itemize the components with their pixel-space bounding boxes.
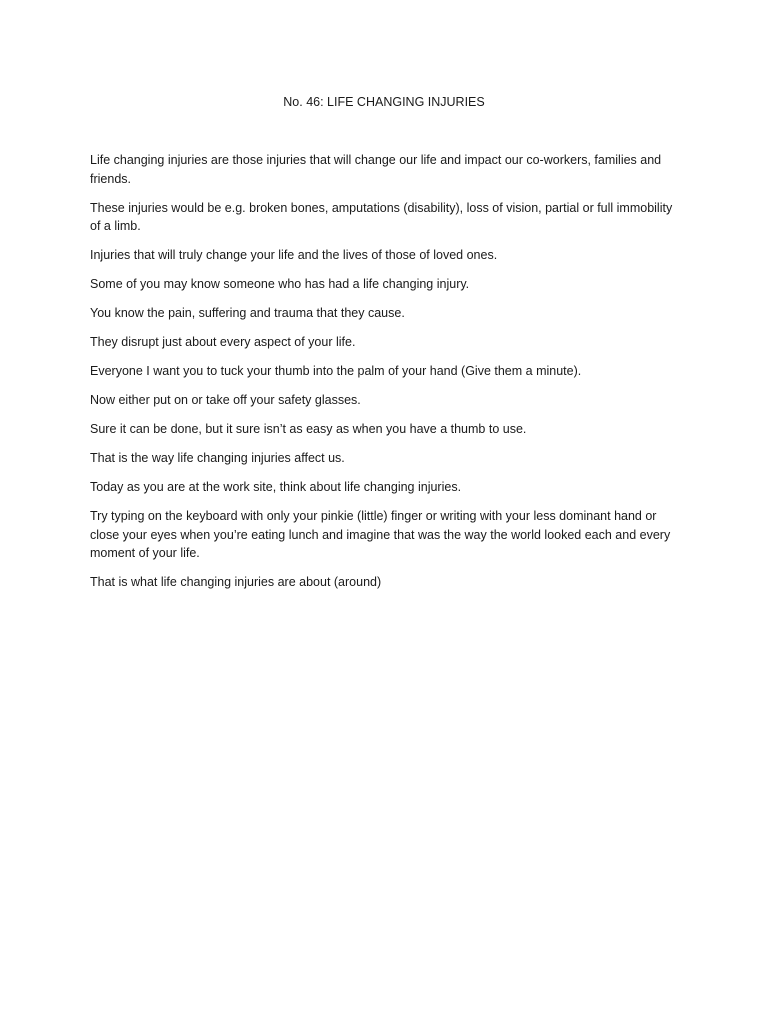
paragraph: That is what life changing injuries are about (around)	[90, 575, 382, 589]
paragraph: Sure it can be done, but it sure isn’t as easy as when you have a thumb to use.	[90, 422, 527, 436]
paragraph: Try typing on the keyboard with only your pinkie (little) finger or writing with your less dominant hand or close your eyes when you’re eating lunch and imagine that was the way the world looked each and every moment of your life.	[90, 509, 671, 560]
paragraph: That is the way life changing injuries affect us.	[90, 451, 345, 465]
paragraph: Everyone I want you to tuck your thumb into the palm of your hand (Give them a minute).	[90, 364, 582, 378]
paragraph: Today as you are at the work site, think about life changing injuries.	[90, 480, 462, 494]
document-title: No. 46: LIFE CHANGING INJURIES	[283, 95, 485, 109]
paragraph: Some of you may know someone who has had a life changing injury.	[90, 277, 470, 291]
paragraph: They disrupt just about every aspect of your life.	[90, 335, 356, 349]
paragraph: Now either put on or take off your safety glasses.	[90, 393, 361, 407]
paragraph: Life changing injuries are those injuries that will change our life and impact our co-workers, families and friends.	[90, 153, 662, 186]
paragraph: Injuries that will truly change your life and the lives of those of loved ones.	[90, 248, 498, 262]
document-body	[90, 151, 680, 602]
paragraph: These injuries would be e.g. broken bones, amputations (disability), loss of vision, partial or full immobility of a limb.	[90, 200, 673, 233]
paragraph: You know the pain, suffering and trauma that they cause.	[90, 306, 405, 320]
